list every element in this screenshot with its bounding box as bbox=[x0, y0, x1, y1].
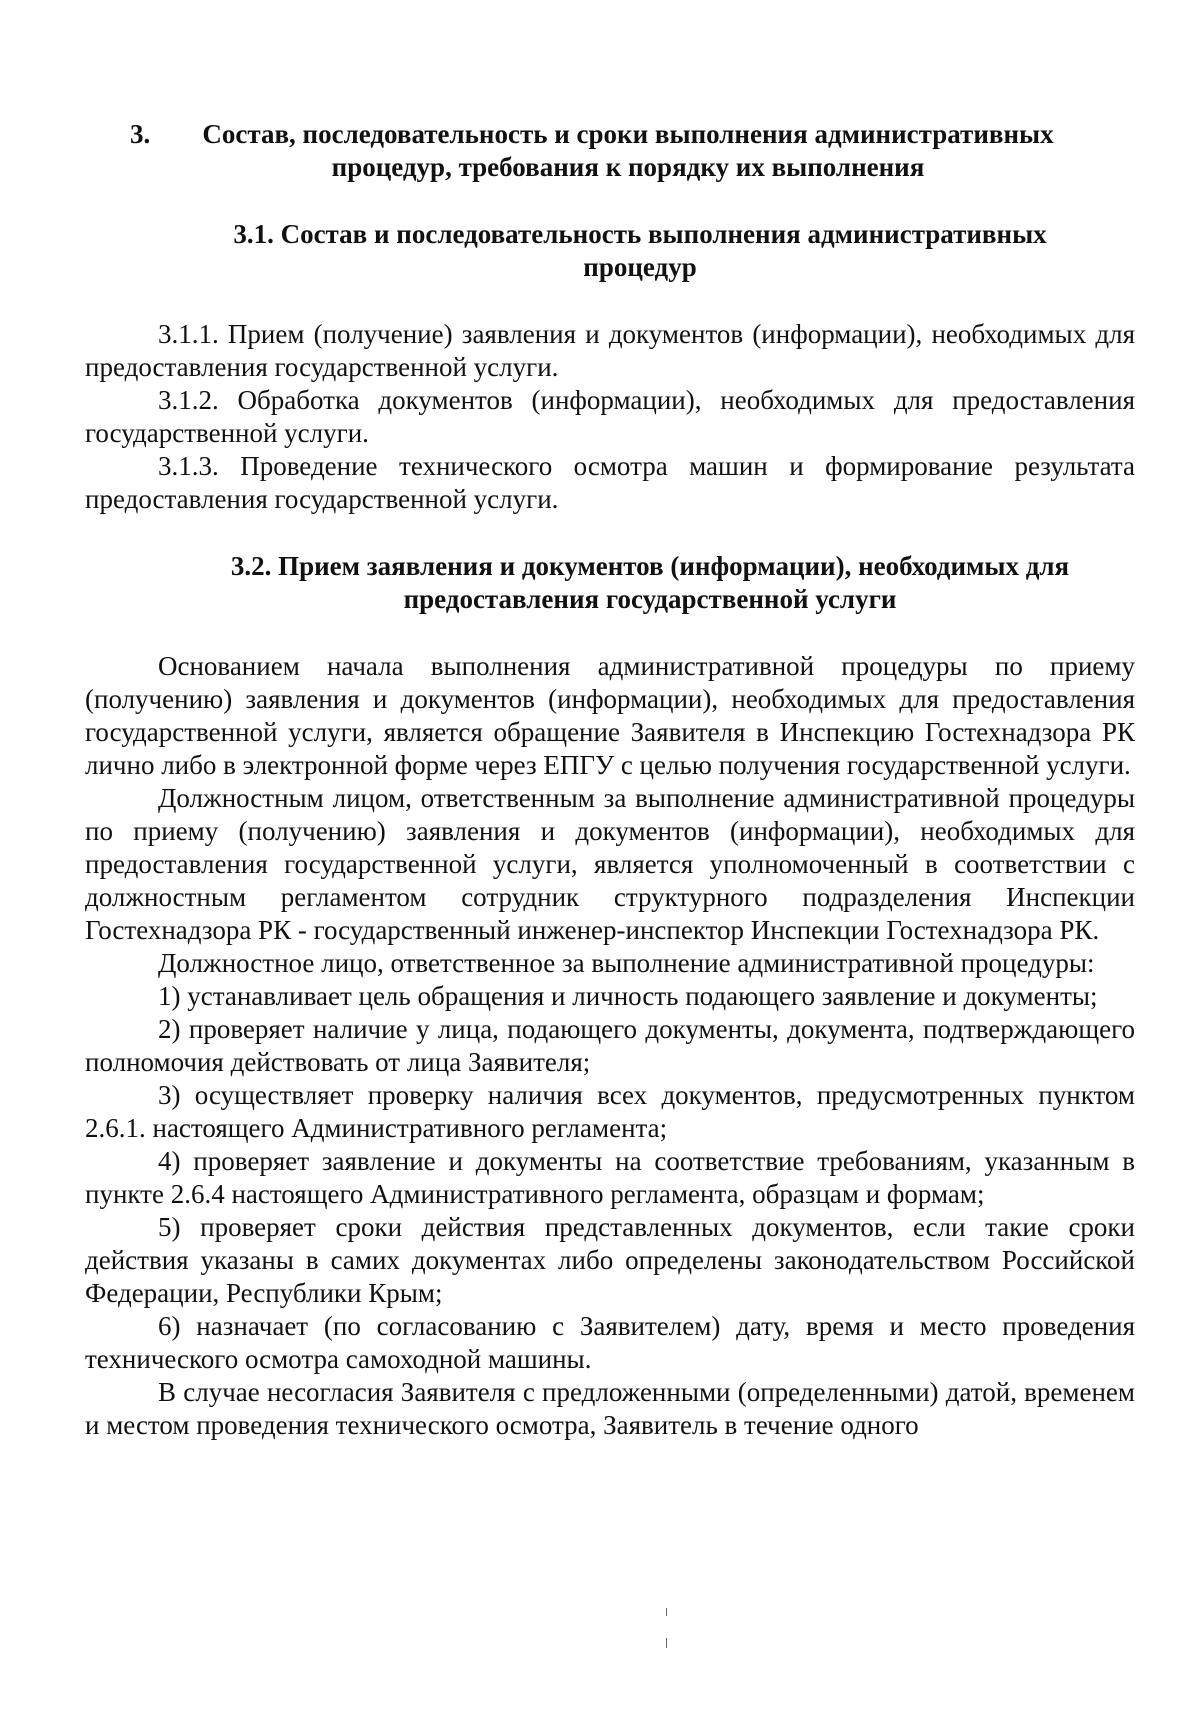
paragraph: 6) назначает (по согласованию с Заявителем) дату, время и место проведения технического осмотра самоходной машины. bbox=[85, 1311, 1135, 1374]
section-3-1-title: 3.1. Состав и последовательность выполнения административных процедур bbox=[233, 219, 1047, 282]
section-3-title: Состав, последовательность и сроки выполнения административных процедур, требования к порядку их выполнения bbox=[202, 119, 1054, 182]
paragraph: В случае несогласия Заявителя с предложенными (определенными) датой, временем и местом проведения технического осмотра, Заявитель в течение одного bbox=[85, 1377, 1135, 1440]
list-item: 3.1.2. Обработка документов (информации), необходимых для предоставления государственной услуги. bbox=[85, 385, 1135, 448]
section-3-1-list bbox=[85, 318, 1135, 516]
section-3-2-title: 3.2. Прием заявления и документов (информации), необходимых для предоставления государственной услуги bbox=[230, 551, 1070, 614]
paragraph: 2) проверяет наличие у лица, подающего документы, документа, подтверждающего полномочия действовать от лица Заявителя; bbox=[85, 1014, 1135, 1077]
paragraph: 3) осуществляет проверку наличия всех документов, предусмотренных пунктом 2.6.1. настоящего Административного регламента; bbox=[85, 1080, 1135, 1143]
paragraph: Должностное лицо, ответственное за выполнение административной процедуры: bbox=[158, 948, 1095, 978]
section-3-number: 3. bbox=[130, 119, 151, 149]
list-item: 3.1.1. Прием (получение) заявления и документов (информации), необходимых для предоставления государственной услуги. bbox=[85, 319, 1135, 382]
paragraph: Основанием начала выполнения административной процедуры по приему (получению) заявления и документов (информации), необходимых для предоставления государственной услуги, является обращение Заявителя в Инспекцию Гостехнадзора РК лично либо в электронной форме через ЕПГУ с целью получения государственной услуги. bbox=[85, 651, 1135, 780]
section-3-heading bbox=[130, 118, 1090, 184]
paragraph: 5) проверяет сроки действия представленных документов, если такие сроки действия указаны в самих документах либо определены законодательством Российской Федерации, Республики Крым; bbox=[85, 1212, 1135, 1308]
paragraph: 1) устанавливает цель обращения и личность подающего заявление и документы; bbox=[158, 981, 1098, 1011]
section-3-2-body bbox=[85, 650, 1135, 1442]
list-item: 3.1.3. Проведение технического осмотра машин и формирование результата предоставления государственной услуги. bbox=[85, 451, 1135, 514]
paragraph: 4) проверяет заявление и документы на соответствие требованиям, указанным в пункте 2.6.4 настоящего Административного регламента, образцам и формам; bbox=[85, 1146, 1135, 1209]
scan-mark bbox=[666, 1608, 667, 1616]
paragraph: Должностным лицом, ответственным за выполнение административной процедуры по приему (получению) заявления и документов (информации), необходимых для предоставления государственной услуги, является уполномоченный в соответствии с должностным регламентом сотрудник структурного подразделения Инспекции Гостехнадзора РК - государственный инженер-инспектор Инспекции Гостехнадзора РК. bbox=[85, 783, 1135, 945]
scan-mark bbox=[666, 1638, 667, 1648]
